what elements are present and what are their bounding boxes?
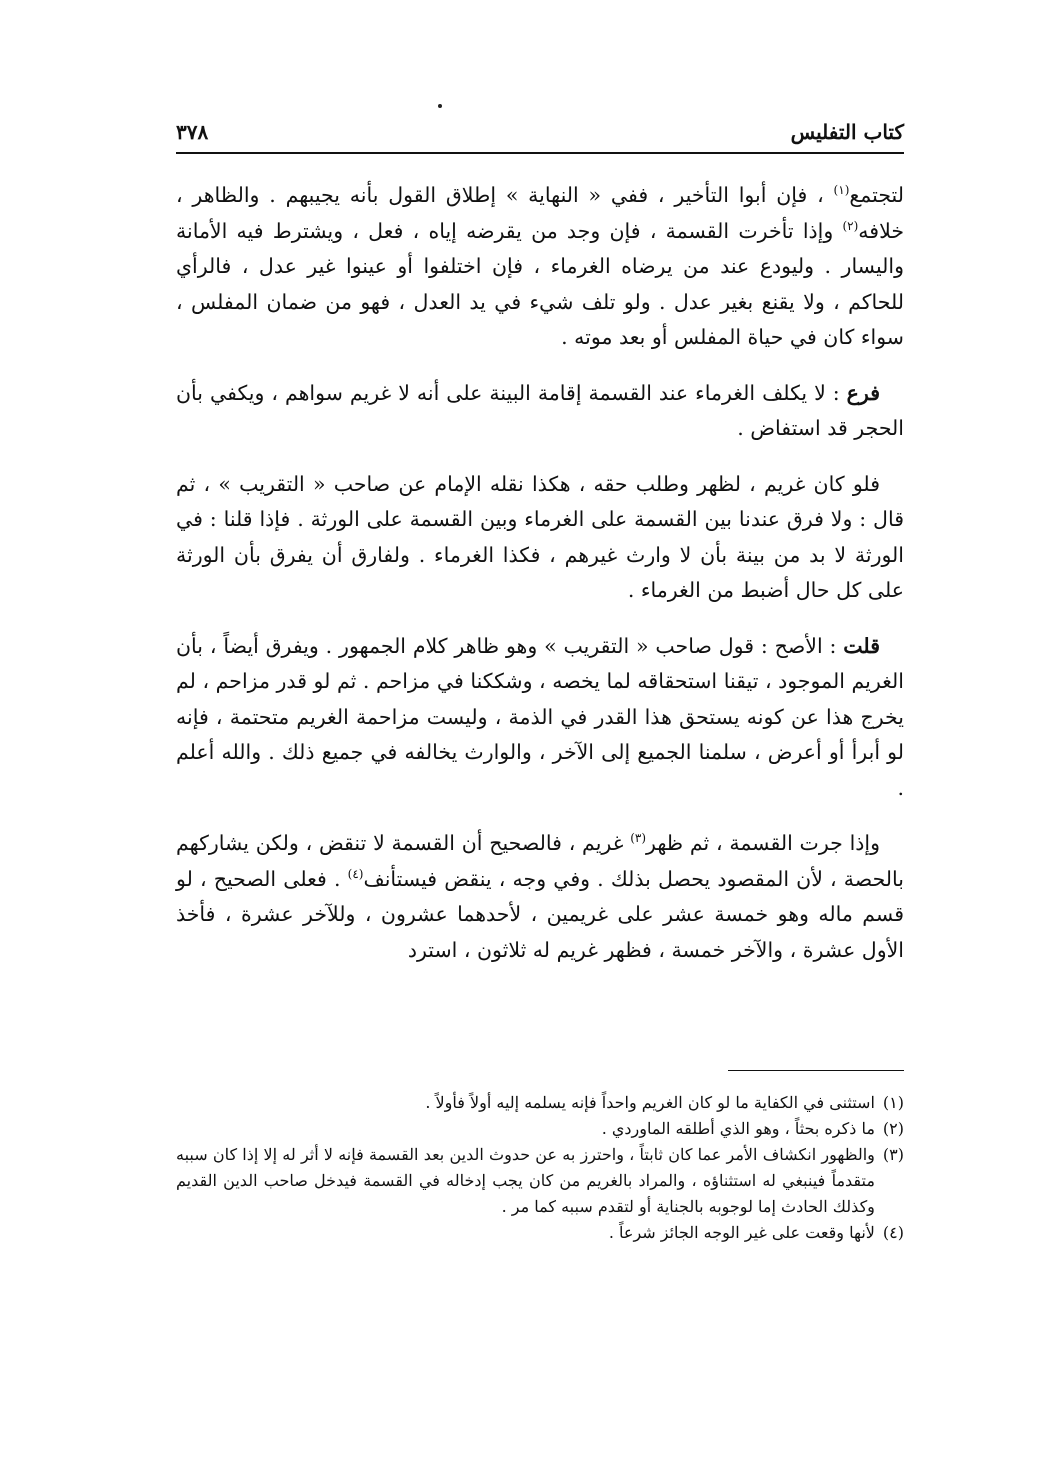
paragraph-5: وإذا جرت القسمة ، ثم ظهر$^{(٣)}$ غريم ، فالصحيح أن القسمة لا تنقض ، ولكن يشاركهم بالحصة ، لأن المقصود يحصل بذلك . وفي وجه ، ينقض فيستأنف$^{(٤)}$ . فعلى الصحيح ، لو قسم ماله وهو خمسة عشر على غريمين ، لأحدهما عشرون ، وللآخر عشرة ، فأخذ الأول عشرة ، والآخر خمسة ، فظهر غريم له ثلاثون ، استرد (176, 831, 905, 962)
footnote-2: (٢) ما ذكره بحثاً ، وهو الذي أطلقه الماوردي . (601, 1119, 904, 1138)
running-header (176, 110, 904, 144)
footnote-ref-2[interactable]: (٢) (842, 218, 859, 233)
print-speck (438, 104, 442, 108)
paragraph-2: فرع : لا يكلف الغرماء عند القسمة إقامة البينة على أنه لا غريم سواهم ، ويكفي بأن الحجر قد استفاض . (176, 380, 904, 440)
footnote-4: (٤) لأنها وقعت على غير الوجه الجائز شرعاً . (608, 1223, 904, 1242)
paragraph-1: لتجتمع$^{(١)}$ ، فإن أبوا التأخير ، ففي « النهاية » إطلاق القول بأنه يجيبهم . والظاهر ، خلافه$^{(٢)}$ وإذا تأخرت القسمة ، فإن وجد من يقرضه إياه ، فعل ، ويشترط فيه الأمانة واليسار . وليودع عند من يرضاه الغرماء ، فإن اختلفوا أو عينوا غير عدل ، فالرأي للحاكم ، ولا يقنع بغير عدل . ولو تلف شيء في يد العدل ، فهو من ضمان المفلس ، سواء كان في حياة المفلس أو بعد موته . (176, 183, 904, 349)
footnote-3: (٣) والظهور انكشاف الأمر عما كان ثابتاً ، واحترز به عن حدوث الدين بعد القسمة فإنه لا أثر له إلا إذا كان سببه متقدماً فينبغي له استثناؤه ، والمراد بالغريم من كان يجب إدخاله في القسمة فيدخل صاحب الدين القديم وكذلك الحادث إما لوجوبه بالجناية أو لتقدم سببه كما مر . (176, 1145, 904, 1216)
footnote-divider (728, 1070, 904, 1071)
chapter-title: كتاب التفليس (790, 120, 904, 144)
book-page (176, 90, 904, 1330)
footnote-ref-4[interactable]: (٤) (347, 866, 364, 881)
lead-word-qult: قلت (843, 633, 880, 658)
paragraph-4: قلت : الأصح : قول صاحب « التقريب » وهو ظاهر كلام الجمهور . ويفرق أيضاً ، بأن الغريم الموجود ، تيقنا استحقاقه لما يخصه ، وشككنا في مزاحم . ثم لو قدر مزاحم ، لم يخرج هذا عن كونه يستحق هذا القدر في الذمة ، وليست مزاحمة الغريم متحتمة ، فإنه لو أبرأ أو أعرض ، سلمنا الجميع إلى الآخر ، والوارث يخالفه في جميع ذلك . والله أعلم . (176, 633, 904, 800)
footnote-1: (١) استثنى في الكفاية ما لو كان الغريم واحداً فإنه يسلمه إليه أولاً فأولاً . (425, 1093, 904, 1112)
lead-word-far: فرع (846, 380, 880, 405)
main-text (176, 178, 904, 988)
paragraph-3: فلو كان غريم ، لظهر وطلب حقه ، هكذا نقله الإمام عن صاحب « التقريب » ، ثم قال : ولا فرق عندنا بين القسمة على الغرماء وبين القسمة على الورثة . فإذا قلنا : في الورثة لا بد من بينة بأن لا وارث غيرهم ، فكذا الغرماء . ولفارق أن يفرق بأن الورثة على كل حال أضبط من الغرماء . (176, 471, 904, 602)
footnote-ref-3[interactable]: (٣) (630, 831, 647, 846)
header-divider (176, 152, 904, 154)
page-number: ٣٧٨ (176, 120, 209, 144)
footnotes (176, 1090, 904, 1246)
footnote-ref-1[interactable]: (١) (833, 183, 850, 198)
